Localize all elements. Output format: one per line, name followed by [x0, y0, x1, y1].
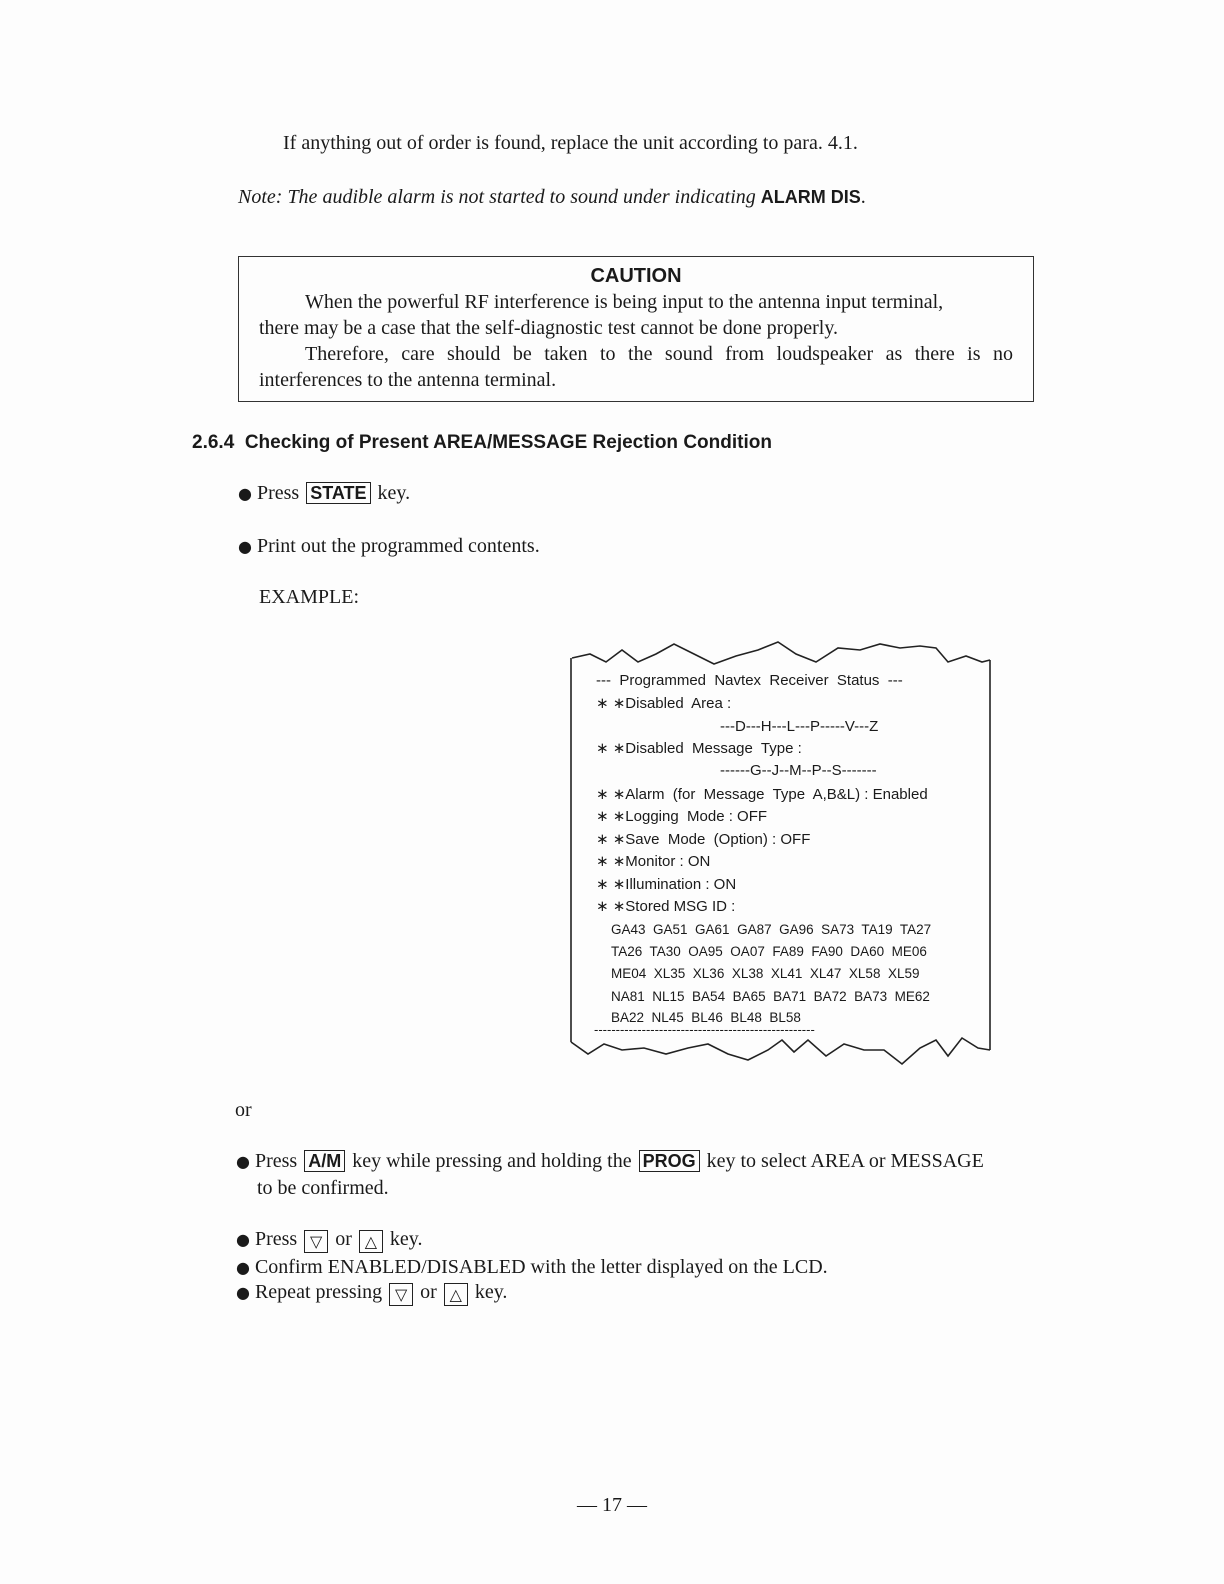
replace-instruction: If anything out of order is found, replace the unit according to para. 4.1.	[283, 132, 858, 154]
up-key[interactable]: △	[359, 1230, 383, 1253]
or-word: or	[420, 1281, 437, 1303]
caution-line-3: Therefore, care should be taken to the sound from loudspeaker as there is no	[305, 343, 1013, 365]
msg-id-row: GA43 GA51 GA61 GA87 GA96 SA73 TA19 TA27	[611, 922, 932, 937]
msg-id-row: BA22 NL45 BL46 BL48 BL58	[611, 1010, 801, 1025]
bullet-icon: ●	[238, 537, 252, 556]
caution-title: CAUTION	[590, 265, 682, 287]
save-mode: ∗ ∗Save Mode (Option) : OFF	[596, 831, 811, 848]
note-end: .	[860, 186, 866, 208]
disabled-area-label: ∗ ∗Disabled Area :	[596, 695, 732, 712]
msg-id-row: TA26 TA30 OA95 OA07 FA89 FA90 DA60 ME06	[611, 944, 927, 959]
printout-header: --- Programmed Navtex Receiver Status ---	[596, 672, 903, 689]
prog-key[interactable]: PROG	[639, 1150, 700, 1172]
section-heading	[192, 432, 772, 454]
disabled-message-label: ∗ ∗Disabled Message Type :	[596, 740, 802, 757]
step-press-am	[236, 1150, 984, 1173]
am-middle-text: key while pressing and holding the	[352, 1150, 632, 1172]
am-key[interactable]: A/M	[304, 1150, 345, 1172]
logging-mode: ∗ ∗Logging Mode : OFF	[596, 808, 768, 825]
page-number: — 17 —	[577, 1494, 647, 1516]
stored-msg-label: ∗ ∗Stored MSG ID :	[596, 898, 736, 915]
or-label: or	[235, 1099, 252, 1121]
note-line	[238, 186, 866, 209]
example-label: EXAMPLE:	[259, 586, 359, 608]
step-repeat	[236, 1281, 507, 1306]
alarm-status: ∗ ∗Alarm (for Message Type A,B&L) : Enabled	[596, 786, 928, 803]
section-number: 2.6.4	[192, 432, 235, 453]
printout-paper	[570, 640, 992, 1068]
down-key[interactable]: ▽	[304, 1230, 328, 1253]
disabled-message-value: ------G--J--M--P--S-------	[720, 762, 877, 779]
bullet-icon: ●	[236, 1283, 250, 1302]
disabled-area-value: ---D---H---L---P-----V---Z	[720, 718, 879, 735]
key-suffix: key.	[377, 482, 411, 504]
msg-id-row: ME04 XL35 XL36 XL38 XL41 XL47 XL58 XL59	[611, 966, 920, 981]
key-suffix: key.	[389, 1228, 423, 1250]
section-title: Checking of Present AREA/MESSAGE Rejection Condition	[244, 432, 772, 453]
caution-line-2: there may be a case that the self-diagnostic test cannot be done properly.	[259, 317, 839, 339]
monitor-status: ∗ ∗Monitor : ON	[596, 853, 711, 870]
caution-line-4: interferences to the antenna terminal.	[259, 369, 557, 391]
press-label: Press	[254, 1150, 298, 1172]
am-line-2: to be confirmed.	[257, 1177, 389, 1199]
note-bold-term: ALARM DIS	[760, 187, 861, 207]
step-press-arrows	[236, 1228, 422, 1253]
press-label: Press	[254, 1228, 298, 1250]
note-prefix: Note:	[238, 186, 283, 208]
step-press-state	[238, 482, 410, 505]
bullet-icon: ●	[236, 1152, 250, 1171]
step-print-out	[238, 535, 540, 558]
illumination-status: ∗ ∗Illumination : ON	[596, 876, 737, 893]
bullet-icon: ●	[236, 1230, 250, 1249]
confirm-text: Confirm ENABLED/DISABLED with the letter displayed on the LCD.	[254, 1256, 828, 1278]
step-confirm	[236, 1256, 828, 1279]
am-suffix-text: key to select AREA or MESSAGE	[706, 1150, 984, 1172]
press-label: Press	[256, 482, 300, 504]
down-key[interactable]: ▽	[389, 1283, 413, 1306]
caution-box	[238, 256, 1034, 402]
bullet-icon: ●	[238, 484, 252, 503]
bullet-icon: ●	[236, 1258, 250, 1277]
msg-id-row: NA81 NL15 BA54 BA65 BA71 BA72 BA73 ME62	[611, 989, 930, 1004]
printout-footer-rule: ---------------------------------------------------	[594, 1022, 815, 1037]
key-suffix: key.	[474, 1281, 508, 1303]
up-key[interactable]: △	[444, 1283, 468, 1306]
repeat-text: Repeat pressing	[254, 1281, 383, 1303]
note-text: The audible alarm is not started to sound under indicating	[287, 186, 756, 208]
caution-line-1: When the powerful RF interference is being input to the antenna input terminal,	[305, 291, 944, 313]
or-word: or	[335, 1228, 352, 1250]
state-key[interactable]: STATE	[306, 482, 370, 504]
print-out-text: Print out the programmed contents.	[256, 535, 540, 557]
